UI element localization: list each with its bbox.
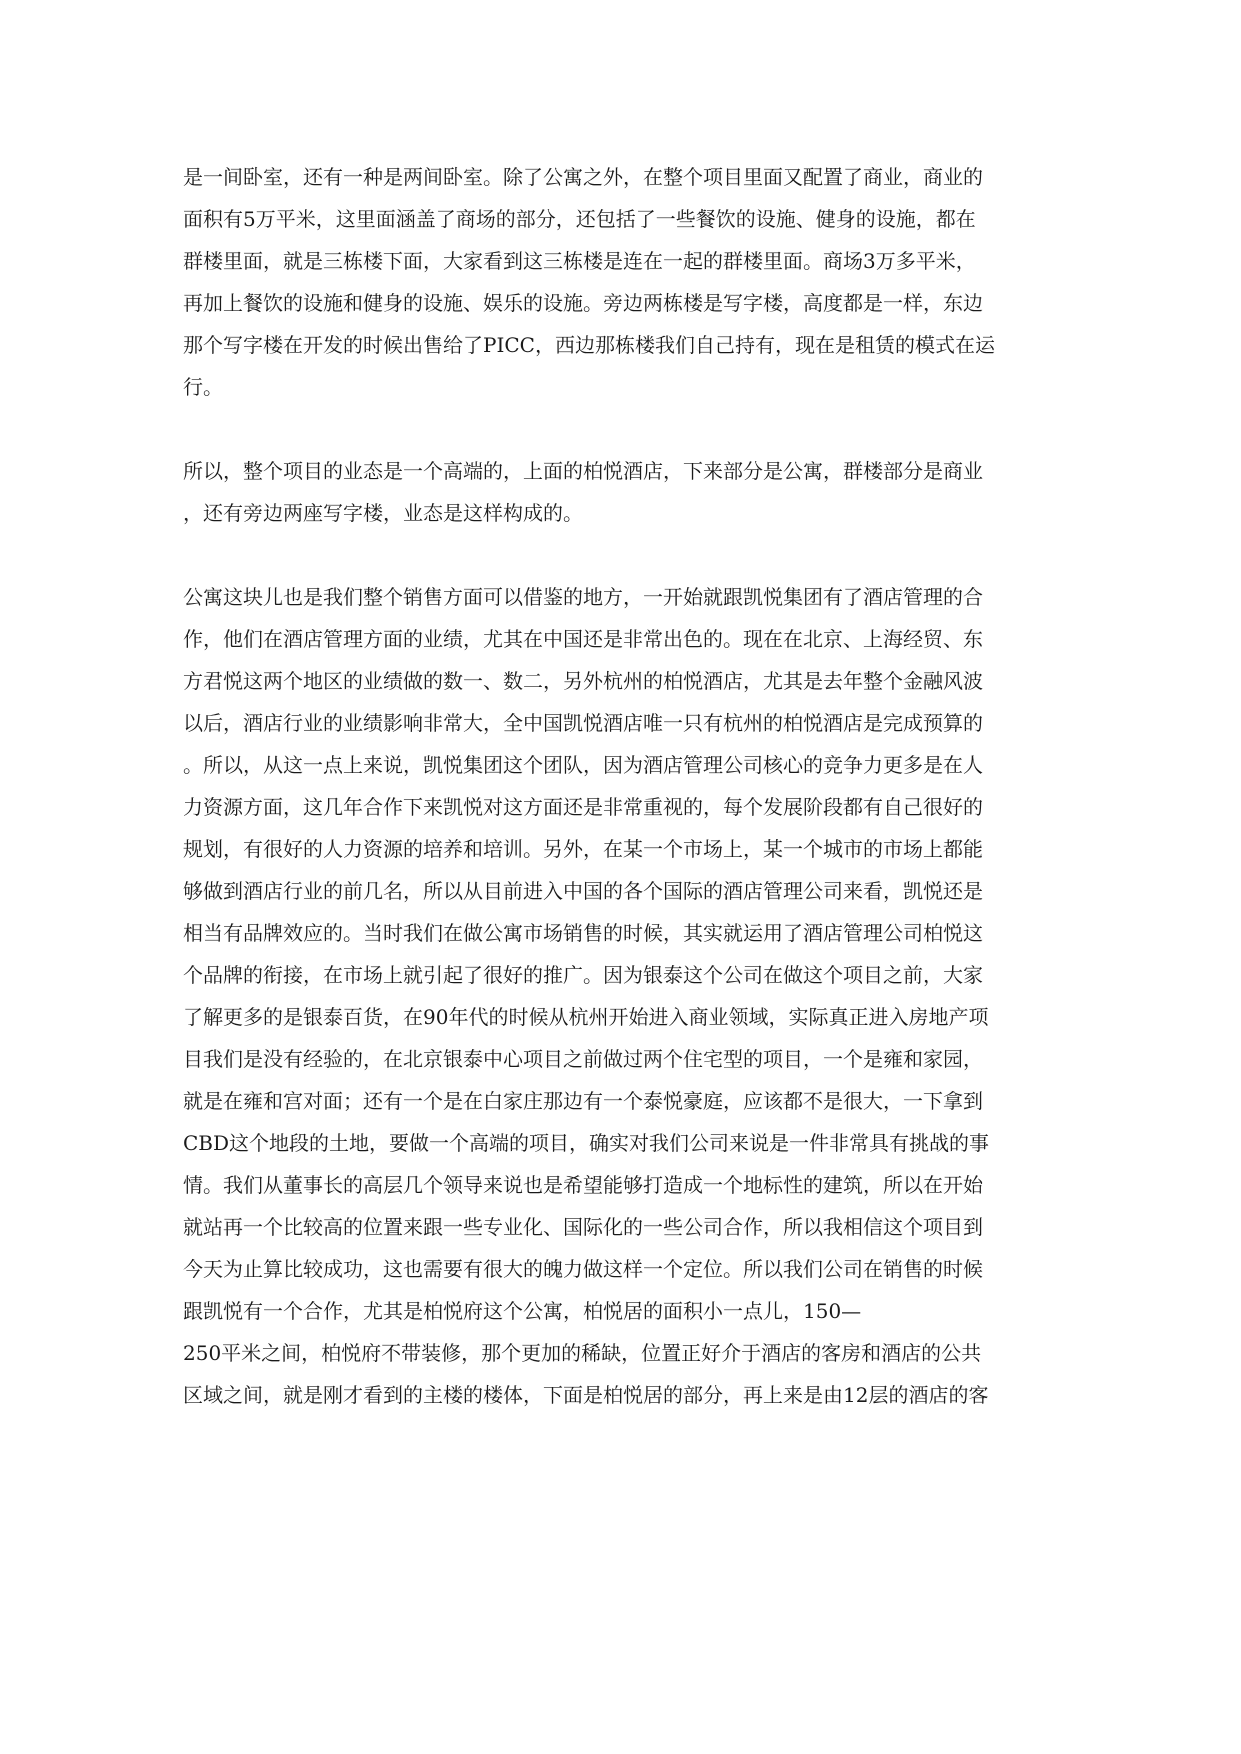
text-line: 了解更多的是银泰百货，在90年代的时候从杭州开始进入商业领域，实际真正进入房地产项 xyxy=(183,1005,989,1029)
paragraph xyxy=(183,576,1063,1500)
text-line: 面积有5万平米，这里面涵盖了商场的部分，还包括了一些餐饮的设施、健身的设施，都在 xyxy=(183,207,976,231)
text-line: 相当有品牌效应的。当时我们在做公寓市场销售的时候，其实就运用了酒店管理公司柏悦这 xyxy=(183,921,983,945)
text-line: 再加上餐饮的设施和健身的设施、娱乐的设施。旁边两栋楼是写字楼，高度都是一样，东边 xyxy=(183,291,983,315)
text-line: 规划，有很好的人力资源的培养和培训。另外，在某一个市场上，某一个城市的市场上都能 xyxy=(183,837,983,861)
text-line: 情。我们从董事长的高层几个领导来说也是希望能够打造成一个地标性的建筑，所以在开始 xyxy=(183,1173,983,1197)
text-line: 够做到酒店行业的前几名，所以从目前进入中国的各个国际的酒店管理公司来看，凯悦还是 xyxy=(183,879,983,903)
text-line: 那个写字楼在开发的时候出售给了PICC，西边那栋楼我们自己持有，现在是租赁的模式在运 xyxy=(183,333,995,357)
text-line: 250平米之间，柏悦府不带装修，那个更加的稀缺，位置正好介于酒店的客房和酒店的公共 xyxy=(183,1341,982,1365)
text-line: 。所以，从这一点上来说，凯悦集团这个团队，因为酒店管理公司核心的竞争力更多是在人 xyxy=(183,753,983,777)
text-line: 作，他们在酒店管理方面的业绩，尤其在中国还是非常出色的。现在在北京、上海经贸、东 xyxy=(183,627,983,651)
paragraph-gap xyxy=(183,534,1063,576)
paragraph xyxy=(183,156,1063,408)
text-line: 是一间卧室，还有一种是两间卧室。除了公寓之外，在整个项目里面又配置了商业，商业的 xyxy=(183,165,983,189)
text-line: 行。 xyxy=(183,375,223,399)
text-line: 跟凯悦有一个合作，尤其是柏悦府这个公寓，柏悦居的面积小一点儿，150— xyxy=(183,1299,862,1323)
text-line: 公寓这块儿也是我们整个销售方面可以借鉴的地方，一开始就跟凯悦集团有了酒店管理的合 xyxy=(183,585,983,609)
text-line: 区域之间，就是刚才看到的主楼的楼体，下面是柏悦居的部分，再上来是由12层的酒店的客 xyxy=(183,1383,989,1407)
text-line: 群楼里面，就是三栋楼下面，大家看到这三栋楼是连在一起的群楼里面。商场3万多平米， xyxy=(183,249,976,273)
text-line: 方君悦这两个地区的业绩做的数一、数二，另外杭州的柏悦酒店，尤其是去年整个金融风波 xyxy=(183,669,983,693)
paragraph-gap xyxy=(183,408,1063,450)
text-line: 所以，整个项目的业态是一个高端的，上面的柏悦酒店，下来部分是公寓，群楼部分是商业 xyxy=(183,459,983,483)
paragraph xyxy=(183,450,1063,534)
document-body xyxy=(183,156,1063,1500)
text-line: CBD这个地段的土地，要做一个高端的项目，确实对我们公司来说是一件非常具有挑战的事 xyxy=(183,1131,990,1155)
text-line: 今天为止算比较成功，这也需要有很大的魄力做这样一个定位。所以我们公司在销售的时候 xyxy=(183,1257,983,1281)
text-line: 个品牌的衔接，在市场上就引起了很好的推广。因为银泰这个公司在做这个项目之前，大家 xyxy=(183,963,983,987)
text-line: ，还有旁边两座写字楼，业态是这样构成的。 xyxy=(183,501,583,525)
text-line: 力资源方面，这几年合作下来凯悦对这方面还是非常重视的，每个发展阶段都有自己很好的 xyxy=(183,795,983,819)
text-line: 就站再一个比较高的位置来跟一些专业化、国际化的一些公司合作，所以我相信这个项目到 xyxy=(183,1215,983,1239)
text-line: 以后，酒店行业的业绩影响非常大，全中国凯悦酒店唯一只有杭州的柏悦酒店是完成预算的 xyxy=(183,711,983,735)
text-line: 目我们是没有经验的，在北京银泰中心项目之前做过两个住宅型的项目，一个是雍和家园， xyxy=(183,1047,983,1071)
text-line xyxy=(183,1416,1063,1458)
text-line: 就是在雍和宫对面；还有一个是在白家庄那边有一个泰悦豪庭，应该都不是很大，一下拿到 xyxy=(183,1089,983,1113)
text-line xyxy=(183,1458,1063,1500)
